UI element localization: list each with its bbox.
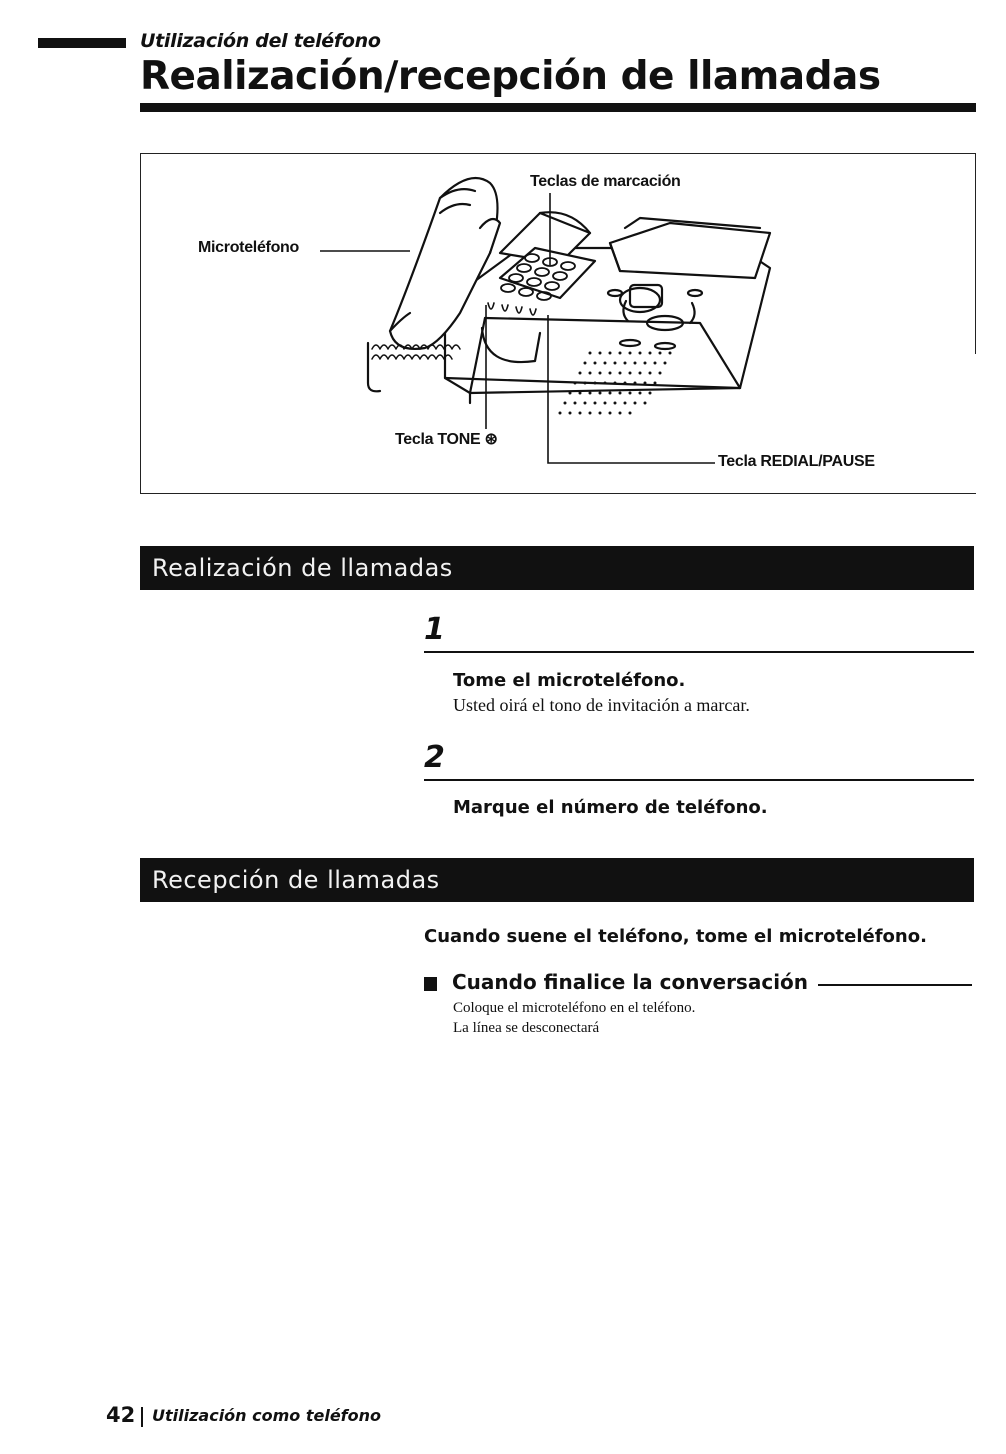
subheading-rule xyxy=(818,984,972,986)
step-2-number: 2 xyxy=(424,740,445,775)
page-title: Realización/recepción de llamadas xyxy=(140,54,881,99)
title-rule xyxy=(140,103,976,112)
step-1-text: Usted oirá el tono de invitación a marcar. xyxy=(453,695,750,715)
section-marker-bar xyxy=(38,38,126,48)
receiving-calls-heading: Recepción de llamadas xyxy=(152,866,440,894)
footer-section: Utilización como teléfono xyxy=(152,1406,382,1425)
footer-separator xyxy=(141,1407,143,1427)
keypad-label: Teclas de marcación xyxy=(530,173,681,190)
making-calls-heading: Realización de llamadas xyxy=(152,554,453,582)
square-bullet-icon xyxy=(424,977,437,991)
step-2-title: Marque el número de teléfono. xyxy=(453,797,768,818)
handset-label: Microteléfono xyxy=(198,239,299,256)
section-label: Utilización del teléfono xyxy=(140,30,381,52)
end-call-subheading: Cuando finalice la conversación xyxy=(452,970,809,994)
page-number: 42 xyxy=(106,1403,136,1427)
making-calls-heading-band xyxy=(140,546,974,590)
telephone-illustration xyxy=(140,153,976,494)
receiving-instruction: Cuando suene el teléfono, tome el microteléfono. xyxy=(424,926,927,947)
step-2-rule xyxy=(424,779,974,781)
end-call-line-1: Coloque el microteléfono en el teléfono. xyxy=(453,1000,696,1016)
step-1-rule xyxy=(424,651,974,653)
tone-key-label: Tecla TONE ⊛ xyxy=(395,431,498,448)
receiving-calls-heading-band xyxy=(140,858,974,902)
step-1-title: Tome el microteléfono. xyxy=(453,670,686,691)
redial-key-label: Tecla REDIAL/PAUSE xyxy=(718,453,875,470)
step-1-number: 1 xyxy=(424,612,445,647)
end-call-line-2: La línea se desconectará xyxy=(453,1020,600,1036)
